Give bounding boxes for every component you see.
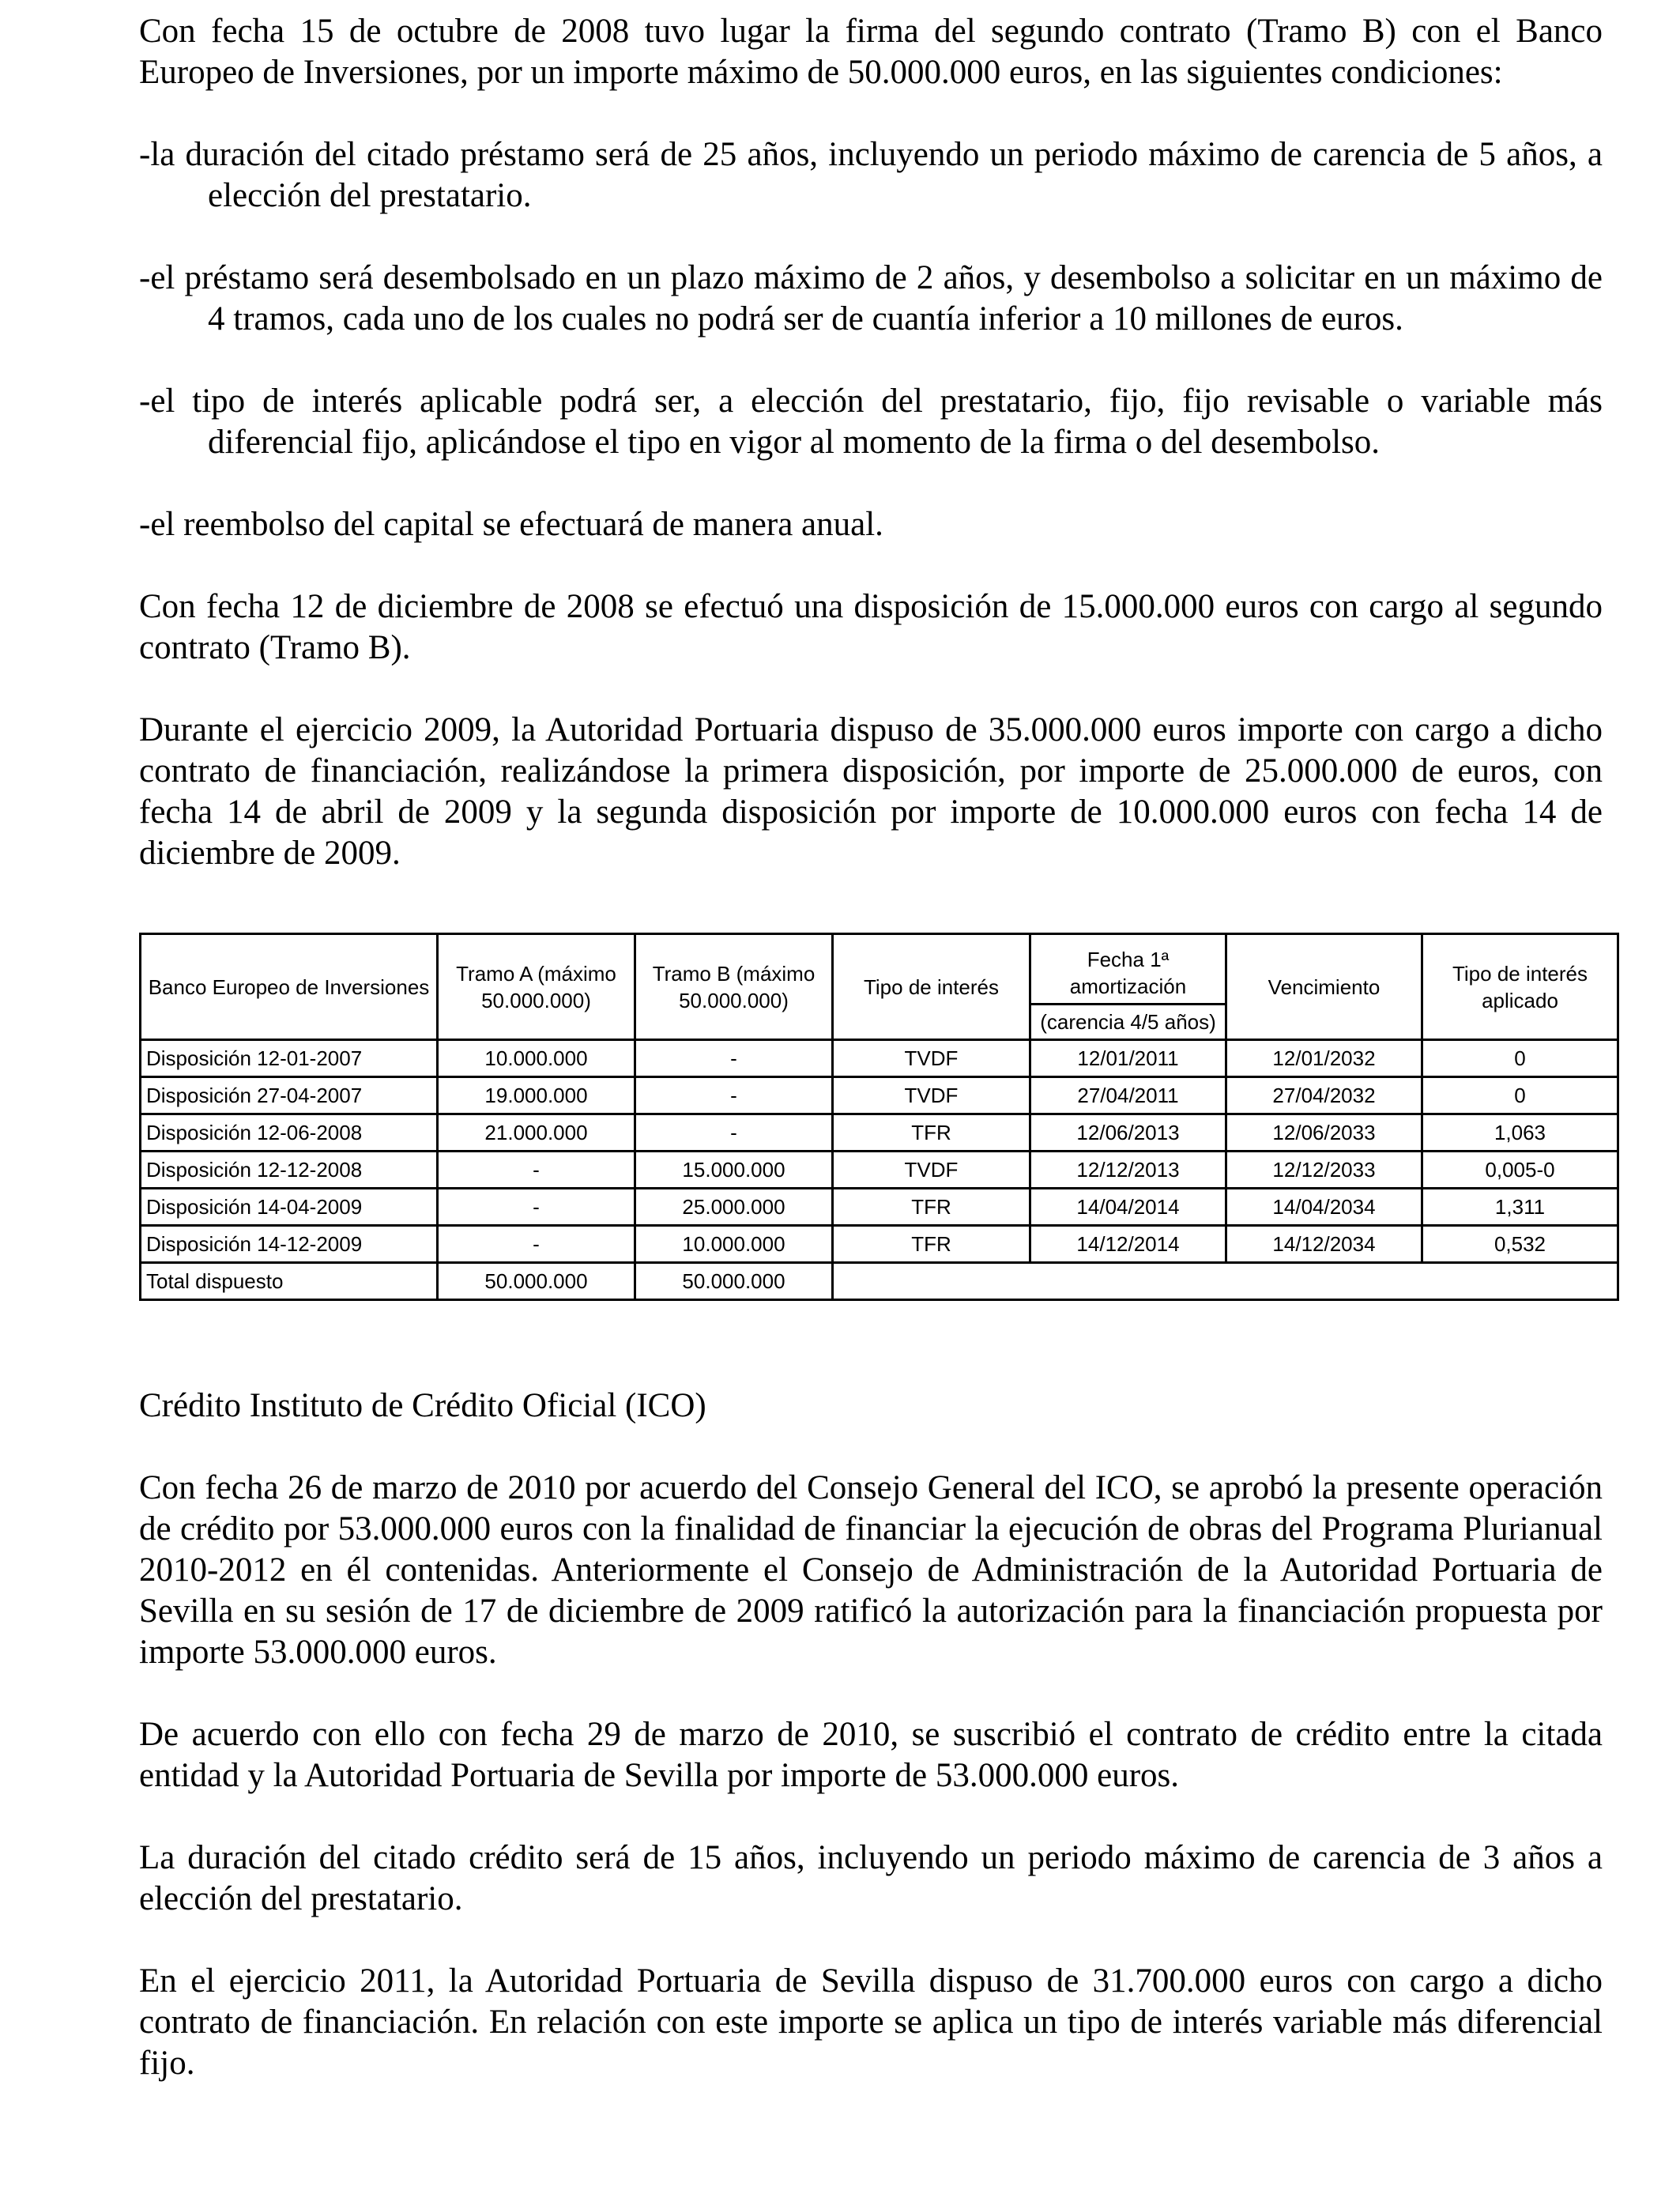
cell-tipo-interes: TFR: [833, 1189, 1030, 1226]
cell-tramo-a: 19.000.000: [438, 1077, 635, 1114]
text-block-bottom: [139, 1385, 1603, 2084]
cell-fecha-amortizacion: 12/12/2013: [1030, 1152, 1226, 1189]
cell-tramo-a: 10.000.000: [438, 1040, 635, 1077]
table-row: [141, 1189, 1618, 1226]
cell-tipo-aplicado: 0,005-0: [1422, 1152, 1618, 1189]
paragraph-contract-tramo-b: Con fecha 15 de octubre de 2008 tuvo lugar la firma del segundo contrato (Tramo B) con el Banco Europeo de Inversiones, por un importe máximo de 50.000.000 euros, en las siguientes condiciones:: [139, 13, 1603, 91]
cell-vencimiento: 14/12/2034: [1226, 1226, 1422, 1263]
paragraph-disposition-2009: Durante el ejercicio 2009, la Autoridad Portuaria dispuso de 35.000.000 euros importe con cargo a dicho contrato de financiación, realizándose la primera disposición, por importe de 25.000.000 de euros, con fecha 14 de abril de 2009 y la segunda disposición por importe de 10.000.000 euros con fecha 14 de diciembre de 2009.: [139, 711, 1603, 872]
table-row: [141, 1077, 1618, 1114]
cell-disposicion: Disposición 14-04-2009: [141, 1189, 438, 1226]
header-tipo-aplicado: Tipo de interés aplicado: [1422, 934, 1618, 1040]
header-tramo-b: Tramo B (máximo 50.000.000): [635, 934, 833, 1040]
cell-tramo-a: -: [438, 1152, 635, 1189]
table-row: [141, 1152, 1618, 1189]
cell-tramo-a: -: [438, 1189, 635, 1226]
cell-total-label: Total dispuesto: [141, 1263, 438, 1300]
bullet-repayment: -el reembolso del capital se efectuará de manera anual.: [139, 506, 883, 543]
cell-fecha-amortizacion: 12/01/2011: [1030, 1040, 1226, 1077]
cell-fecha-amortizacion: 14/12/2014: [1030, 1226, 1226, 1263]
cell-tipo-interes: TVDF: [833, 1040, 1030, 1077]
paragraph-ico-duration: La duración del citado crédito será de 15 años, incluyendo un periodo máximo de carencia de 3 años a elección del prestatario.: [139, 1839, 1603, 1917]
table-header-row: [141, 934, 1618, 1005]
text-block-top: [139, 11, 1603, 874]
cell-fecha-amortizacion: 14/04/2014: [1030, 1189, 1226, 1226]
header-vencimiento: Vencimiento: [1226, 934, 1422, 1040]
header-fecha-amortizacion: Fecha 1ª amortización: [1030, 934, 1226, 1005]
cell-vencimiento: 12/12/2033: [1226, 1152, 1422, 1189]
header-banco-europeo: Banco Europeo de Inversiones: [141, 934, 438, 1040]
cell-tramo-b: -: [635, 1040, 833, 1077]
cell-tramo-b: 15.000.000: [635, 1152, 833, 1189]
cell-tramo-b: 25.000.000: [635, 1189, 833, 1226]
section-heading-ico: Crédito Instituto de Crédito Oficial (ICO): [139, 1387, 706, 1424]
cell-tramo-a: -: [438, 1226, 635, 1263]
cell-tipo-aplicado: 0,532: [1422, 1226, 1618, 1263]
cell-tramo-b: -: [635, 1114, 833, 1152]
cell-tipo-aplicado: 0: [1422, 1077, 1618, 1114]
paragraph-ico-2011: En el ejercicio 2011, la Autoridad Portuaria de Sevilla dispuso de 31.700.000 euros con cargo a dicho contrato de financiación. En relación con este importe se aplica un tipo de interés variable más diferencial fijo.: [139, 1962, 1603, 2082]
cell-tipo-interes: TVDF: [833, 1077, 1030, 1114]
cell-total-tramo-b: 50.000.000: [635, 1263, 833, 1300]
cell-tramo-b: -: [635, 1077, 833, 1114]
cell-total-blank: [833, 1263, 1618, 1300]
paragraph-ico-contract: De acuerdo con ello con fecha 29 de marzo de 2010, se suscribió el contrato de crédito entre la citada entidad y la Autoridad Portuaria de Sevilla por importe de 53.000.000 euros.: [139, 1716, 1603, 1794]
cell-fecha-amortizacion: 27/04/2011: [1030, 1077, 1226, 1114]
bullet-disbursement: -el préstamo será desembolsado en un plazo máximo de 2 años, y desembolso a solicitar en un máximo de 4 tramos, cada uno de los cuales no podrá ser de cuantía inferior a 10 millones de euros.: [139, 259, 1603, 337]
cell-total-tramo-a: 50.000.000: [438, 1263, 635, 1300]
cell-disposicion: Disposición 12-06-2008: [141, 1114, 438, 1152]
header-tramo-a: Tramo A (máximo 50.000.000): [438, 934, 635, 1040]
paragraph-disposition-2008: Con fecha 12 de diciembre de 2008 se efectuó una disposición de 15.000.000 euros con cargo al segundo contrato (Tramo B).: [139, 588, 1603, 666]
cell-vencimiento: 14/04/2034: [1226, 1189, 1422, 1226]
table-total-row: [141, 1263, 1618, 1300]
cell-tipo-interes: TFR: [833, 1226, 1030, 1263]
cell-tipo-aplicado: 1,063: [1422, 1114, 1618, 1152]
cell-disposicion: Disposición 12-01-2007: [141, 1040, 438, 1077]
cell-disposicion: Disposición 14-12-2009: [141, 1226, 438, 1263]
header-carencia: (carencia 4/5 años): [1030, 1005, 1226, 1040]
bullet-interest-rate: -el tipo de interés aplicable podrá ser, a elección del prestatario, fijo, fijo revisable o variable más diferencial fijo, aplicándose el tipo en vigor al momento de la firma o del desembolso.: [139, 383, 1603, 461]
header-tipo-interes: Tipo de interés: [833, 934, 1030, 1040]
cell-vencimiento: 12/06/2033: [1226, 1114, 1422, 1152]
cell-tipo-aplicado: 1,311: [1422, 1189, 1618, 1226]
cell-vencimiento: 12/01/2032: [1226, 1040, 1422, 1077]
paragraph-ico-approval: Con fecha 26 de marzo de 2010 por acuerdo del Consejo General del ICO, se aprobó la presente operación de crédito por 53.000.000 euros con la finalidad de financiar la ejecución de obras del Programa Plurianual 2010-2012 en él contenidas. Anteriormente el Consejo de Administración de la Autoridad Portuaria de Sevilla en su sesión de 17 de diciembre de 2009 ratificó la autorización para la financiación propuesta por importe 53.000.000 euros.: [139, 1469, 1603, 1671]
cell-disposicion: Disposición 27-04-2007: [141, 1077, 438, 1114]
cell-tramo-a: 21.000.000: [438, 1114, 635, 1152]
cell-disposicion: Disposición 12-12-2008: [141, 1152, 438, 1189]
cell-tipo-interes: TFR: [833, 1114, 1030, 1152]
cell-tipo-interes: TVDF: [833, 1152, 1030, 1189]
cell-fecha-amortizacion: 12/06/2013: [1030, 1114, 1226, 1152]
cell-tramo-b: 10.000.000: [635, 1226, 833, 1263]
table-row: [141, 1040, 1618, 1077]
cell-tipo-aplicado: 0: [1422, 1040, 1618, 1077]
table-row: [141, 1114, 1618, 1152]
table-row: [141, 1226, 1618, 1263]
loans-table: [139, 933, 1619, 1301]
cell-vencimiento: 27/04/2032: [1226, 1077, 1422, 1114]
bullet-duration: -la duración del citado préstamo será de 25 años, incluyendo un periodo máximo de carencia de 5 años, a elección del prestatario.: [139, 136, 1603, 214]
